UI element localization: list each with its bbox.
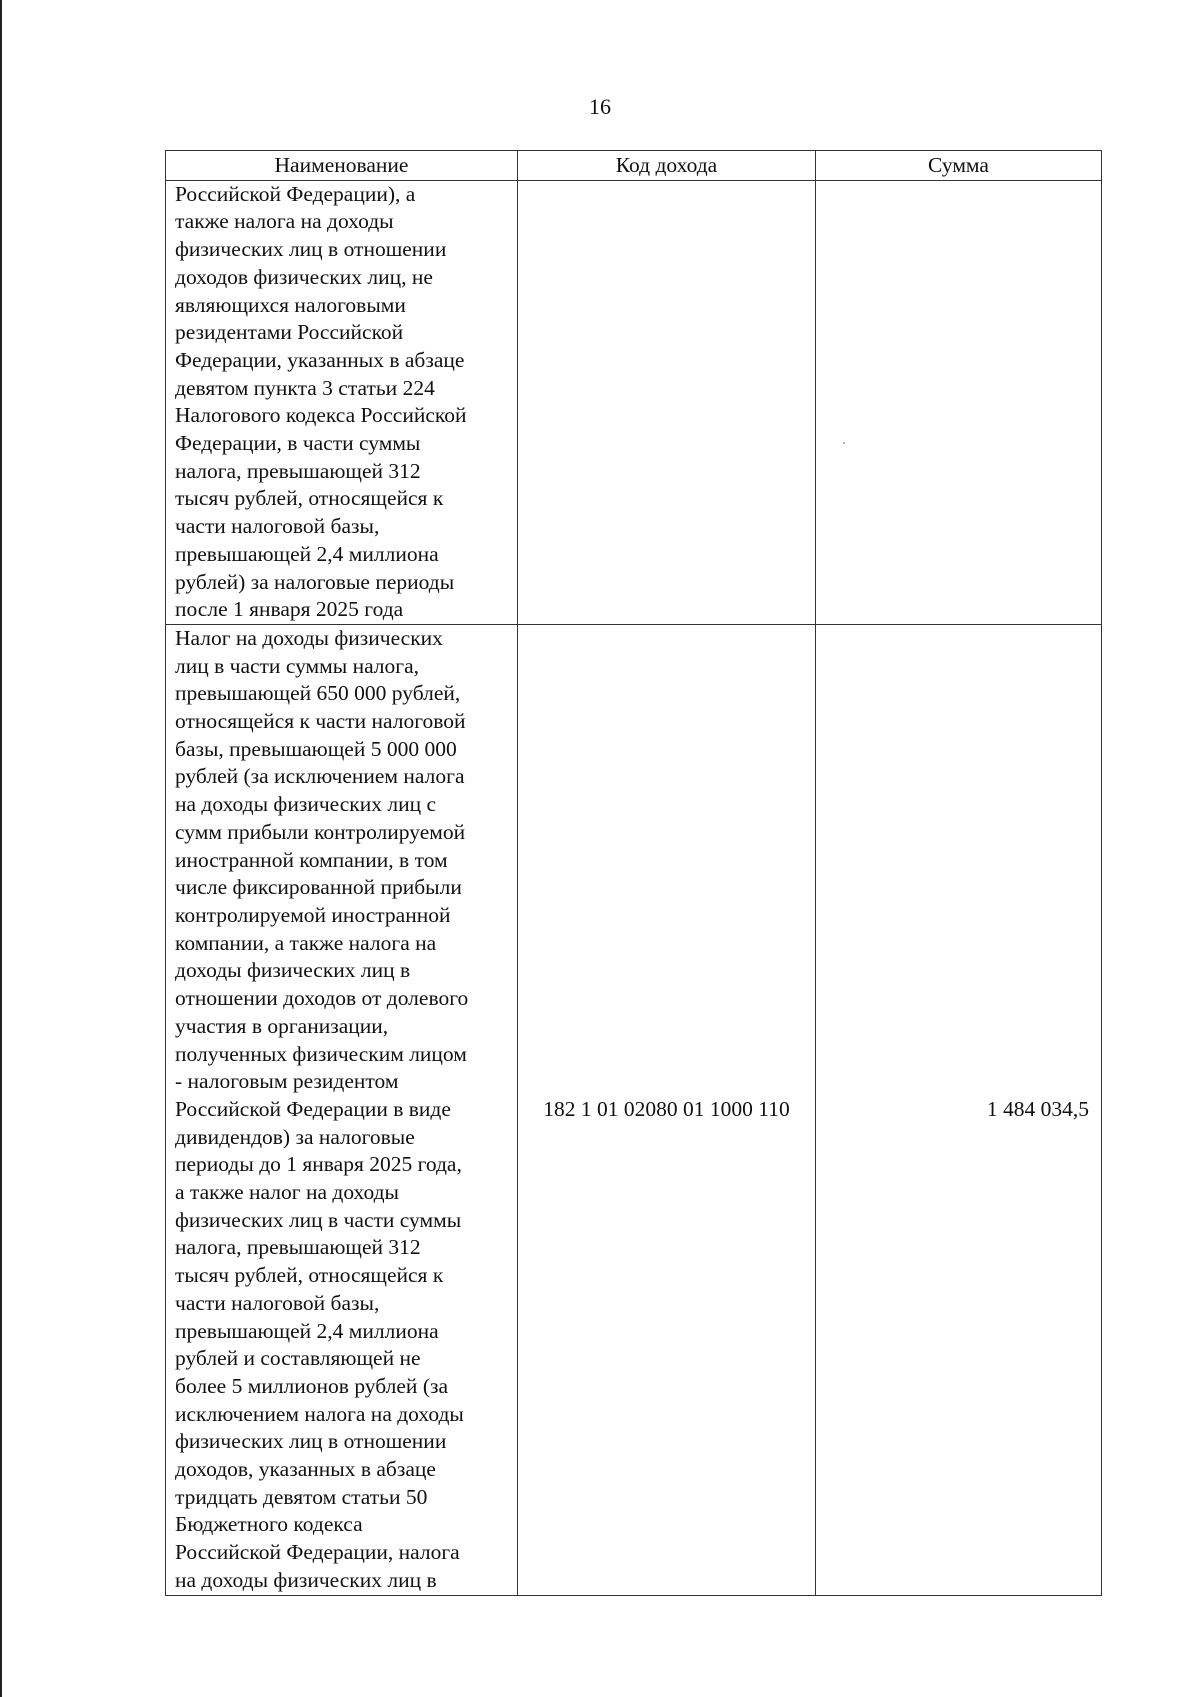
page-number: 16	[589, 94, 611, 119]
row-amount-cell	[816, 180, 1102, 624]
row-code-cell	[518, 180, 816, 624]
row-name-cell: Налог на доходы физических лиц в части суммы налога, превышающей 650 000 рублей, относящейся к части налоговой базы, превышающей 5 000 000 рублей (за исключением налога на доходы физических лиц с сумм прибыли контролируемой иностранной компании, в том числе фиксированной прибыли контролируемой иностранной компании, а также налога на доходы физических лиц в отношении доходов от долевого участия в организации, полученных физическим лицом - налоговым резидентом Российской Федерации в виде дивидендов) за налоговые периоды до 1 января 2025 года, а также налог на доходы физических лиц в части суммы налога, превышающей 312 тысяч рублей, относящейся к части налоговой базы, превышающей 2,4 миллиона рублей и составляющей не более 5 миллионов рублей (за исключением налога на доходы физических лиц в отношении доходов, указанных в абзаце тридцать девятом статьи 50 Бюджетного кодекса Российской Федерации, налога на доходы физических лиц в	[166, 624, 518, 1595]
header-income-code: Код дохода	[518, 151, 816, 181]
table-row	[166, 180, 1102, 624]
revenue-table	[165, 150, 1102, 1596]
scan-edge	[0, 0, 2, 1697]
row-code-cell: 182 1 01 02080 01 1000 110	[518, 624, 816, 1595]
table-header-row	[166, 151, 1102, 181]
scan-speck	[843, 442, 845, 444]
row-amount-cell: 1 484 034,5	[816, 624, 1102, 1595]
row-name-cell: Российской Федерации), а также налога на доходы физических лиц в отношении доходов физических лиц, не являющихся налоговыми резидентами Российской Федерации, указанных в абзаце девятом пункта 3 статьи 224 Налогового кодекса Российской Федерации, в части суммы налога, превышающей 312 тысяч рублей, относящейся к части налоговой базы, превышающей 2,4 миллиона рублей) за налоговые периоды после 1 января 2025 года	[166, 180, 518, 624]
header-name: Наименование	[166, 151, 518, 181]
table-row	[166, 624, 1102, 1595]
header-amount: Сумма	[816, 151, 1102, 181]
